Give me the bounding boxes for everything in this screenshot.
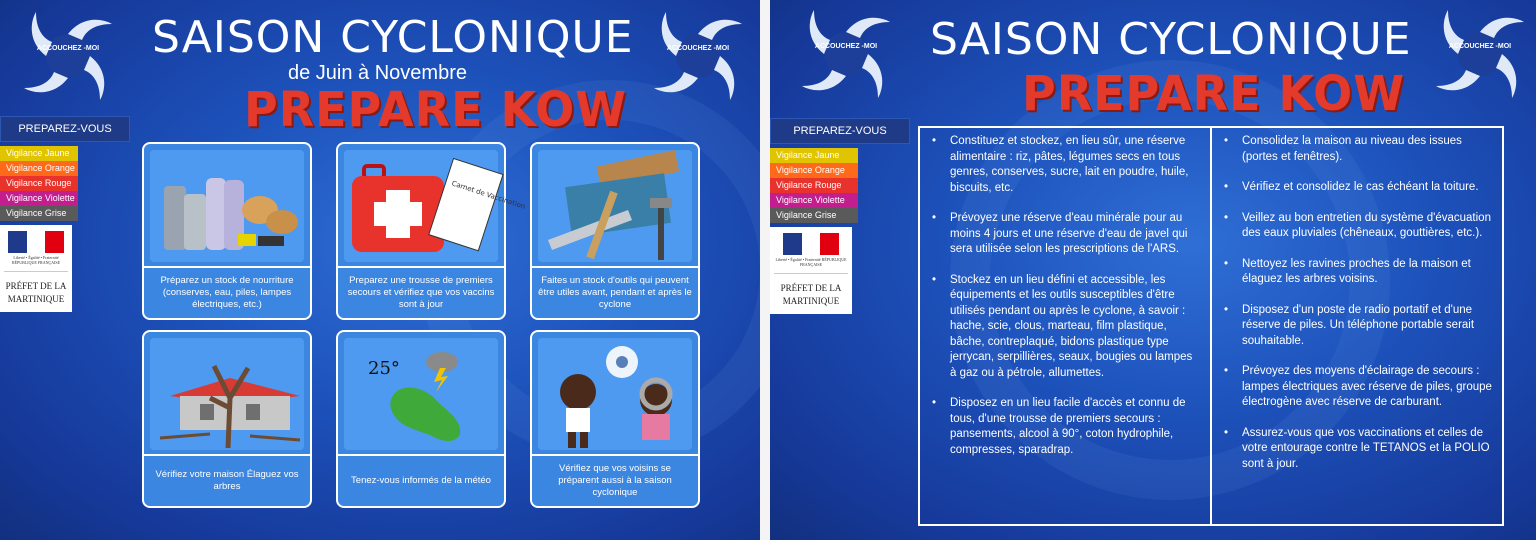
advice-item: • Prévoyez une réserve d'eau minérale pour au moins 4 jours et une réserve d'eau de javel qui sera utilisée selon les prescriptions de l'ARS. [928, 211, 1200, 258]
advice-item: • Vérifiez et consolidez le cas échéant la toiture. [1220, 180, 1492, 196]
cyclone-logo-right [1434, 8, 1526, 100]
republique-francaise-logo [0, 225, 72, 312]
vigilance-grise: Vigilance Grise [0, 206, 78, 221]
card-caption: Tenez-vous informés de la météo [338, 454, 504, 506]
card-image [344, 150, 527, 262]
card-first-aid [336, 142, 527, 320]
temperature-label: 25° [368, 358, 400, 379]
advice-item: • Nettoyez les ravines proches de la maison et élaguez les arbres voisins. [1220, 257, 1492, 288]
tools-icon [538, 150, 692, 262]
french-flag-icon [8, 231, 64, 253]
vigilance-sidebar [0, 116, 130, 312]
card-image [150, 150, 304, 262]
page-title: SAISON CYCLONIQUE [152, 12, 634, 63]
card-caption: Vérifiez votre maison Élaguez vos arbres [144, 454, 310, 506]
cyclone-icon [22, 10, 114, 102]
advice-item: • Veillez au bon entretien du système d'évacuation des eaux pluviales (chêneaux, gouttières, etc.). [1220, 211, 1492, 242]
card-image [150, 338, 304, 450]
cyclone-icon [652, 10, 744, 102]
advice-item: • Disposez en un lieu facile d'accès et connu de tous, d'une trousse de premiers secours : pansements, alcool à 90°, coton hydrophile, compresses, sparadrap. [928, 396, 1200, 458]
food-supplies-icon [150, 150, 304, 262]
advice-item: • Prévoyez des moyens d'éclairage de secours : lampes électriques avec réserve de piles, groupe électrogène avec réserve de carburant. [1220, 364, 1492, 411]
prepare-kow-heading: PREPARE KOW [1022, 64, 1405, 122]
republique-motto: Liberté • Égalité • Fraternité RÉPUBLIQUE FRANÇAISE [775, 257, 847, 267]
neighbours-icon [538, 338, 692, 450]
advice-column-2 [1210, 128, 1502, 524]
cyclone-icon [1434, 8, 1526, 100]
vigilance-orange: Vigilance Orange [770, 163, 858, 178]
poster-left [0, 0, 760, 540]
card-image [538, 150, 692, 262]
advice-item: • Disposez d'un poste de radio portatif et d'une réserve de piles. Un téléphone portable serait souhaitable. [1220, 303, 1492, 350]
vaccination-book-label: Carnet de Vaccination [450, 179, 527, 211]
card-weather [336, 330, 506, 508]
logo-text: ACCOUCHEZ -MOI [814, 43, 878, 50]
vigilance-sidebar [770, 118, 910, 314]
cyclone-logo-left [800, 8, 892, 100]
cyclone-logo-left [22, 10, 114, 102]
vigilance-violette: Vigilance Violette [0, 191, 78, 206]
page-subtitle: de Juin à Novembre [288, 62, 467, 84]
first-aid-kit-icon [344, 150, 527, 262]
advice-table [918, 126, 1504, 526]
french-flag-icon [783, 233, 839, 255]
vigilance-jaune: Vigilance Jaune [0, 146, 78, 161]
prefet-label: PRÉFET DE LA MARTINIQUE [4, 271, 68, 306]
sidebar-heading: PREPAREZ-VOUS [770, 118, 910, 144]
prepare-kow-heading: PREPARE KOW [244, 80, 627, 138]
republique-francaise-logo [770, 227, 852, 314]
cyclone-logo-right [652, 10, 744, 102]
page-title: SAISON CYCLONIQUE [930, 14, 1412, 65]
card-house [142, 330, 312, 508]
weather-map-icon [344, 338, 498, 450]
advice-item: • Consolidez la maison au niveau des issues (portes et fenêtres). [1220, 134, 1492, 165]
poster-right [770, 0, 1536, 540]
card-image [344, 338, 498, 450]
card-caption: Faites un stock d'outils qui peuvent être utiles avant, pendant et après le cyclone [532, 266, 698, 318]
advice-item: • Assurez-vous que vos vaccinations et celles de votre entourage contre le TETANOS et la POLIO sont à jour. [1220, 426, 1492, 473]
advice-item: • Constituez et stockez, en lieu sûr, une réserve alimentaire : riz, pâtes, légumes secs en tous genres, conserves, sucre, lait en poudre, huile, biscuits, etc. [928, 134, 1200, 196]
vigilance-rouge: Vigilance Rouge [0, 176, 78, 191]
vigilance-violette: Vigilance Violette [770, 193, 858, 208]
republique-motto: Liberté • Égalité • Fraternité RÉPUBLIQUE FRANÇAISE [11, 255, 61, 265]
card-image [538, 338, 692, 450]
card-caption: Vérifiez que vos voisins se préparent aussi à la saison cyclonique [532, 454, 698, 506]
vigilance-orange: Vigilance Orange [0, 161, 78, 176]
advice-column-1 [920, 128, 1210, 524]
card-tools [530, 142, 700, 320]
cyclone-icon [800, 8, 892, 100]
logo-text: ACCOUCHEZ -MOI [1448, 43, 1512, 50]
card-food-stock [142, 142, 312, 320]
vigilance-grise: Vigilance Grise [770, 208, 858, 223]
logo-text: ACCOUCHEZ -MOI [666, 45, 730, 52]
card-caption: Preparez une trousse de premiers secours et vérifiez que vos vaccins sont à jour [338, 266, 504, 318]
house-tree-icon [150, 338, 304, 450]
panel-divider [760, 0, 770, 540]
sidebar-heading: PREPAREZ-VOUS [0, 116, 130, 142]
advice-item: • Stockez en un lieu défini et accessible, les équipements et les outils susceptibles d'être utilisés pendant ou après le cyclone, à savoir : hache, scie, clous, marteau, film plastique, bâche, contreplaqué, bidons plastique type jerrycan, serpillières, seaux, bougies ou lampes à gaz ou à pétrole, allumettes. [928, 273, 1200, 382]
logo-text: ACCOUCHEZ -MOI [36, 45, 100, 52]
prefet-label: PRÉFET DE LA MARTINIQUE [774, 273, 848, 308]
card-neighbours [530, 330, 700, 508]
vigilance-jaune: Vigilance Jaune [770, 148, 858, 163]
card-caption: Préparez un stock de nourriture (conserves, eau, piles, lampes électriques, etc.) [144, 266, 310, 318]
vigilance-rouge: Vigilance Rouge [770, 178, 858, 193]
